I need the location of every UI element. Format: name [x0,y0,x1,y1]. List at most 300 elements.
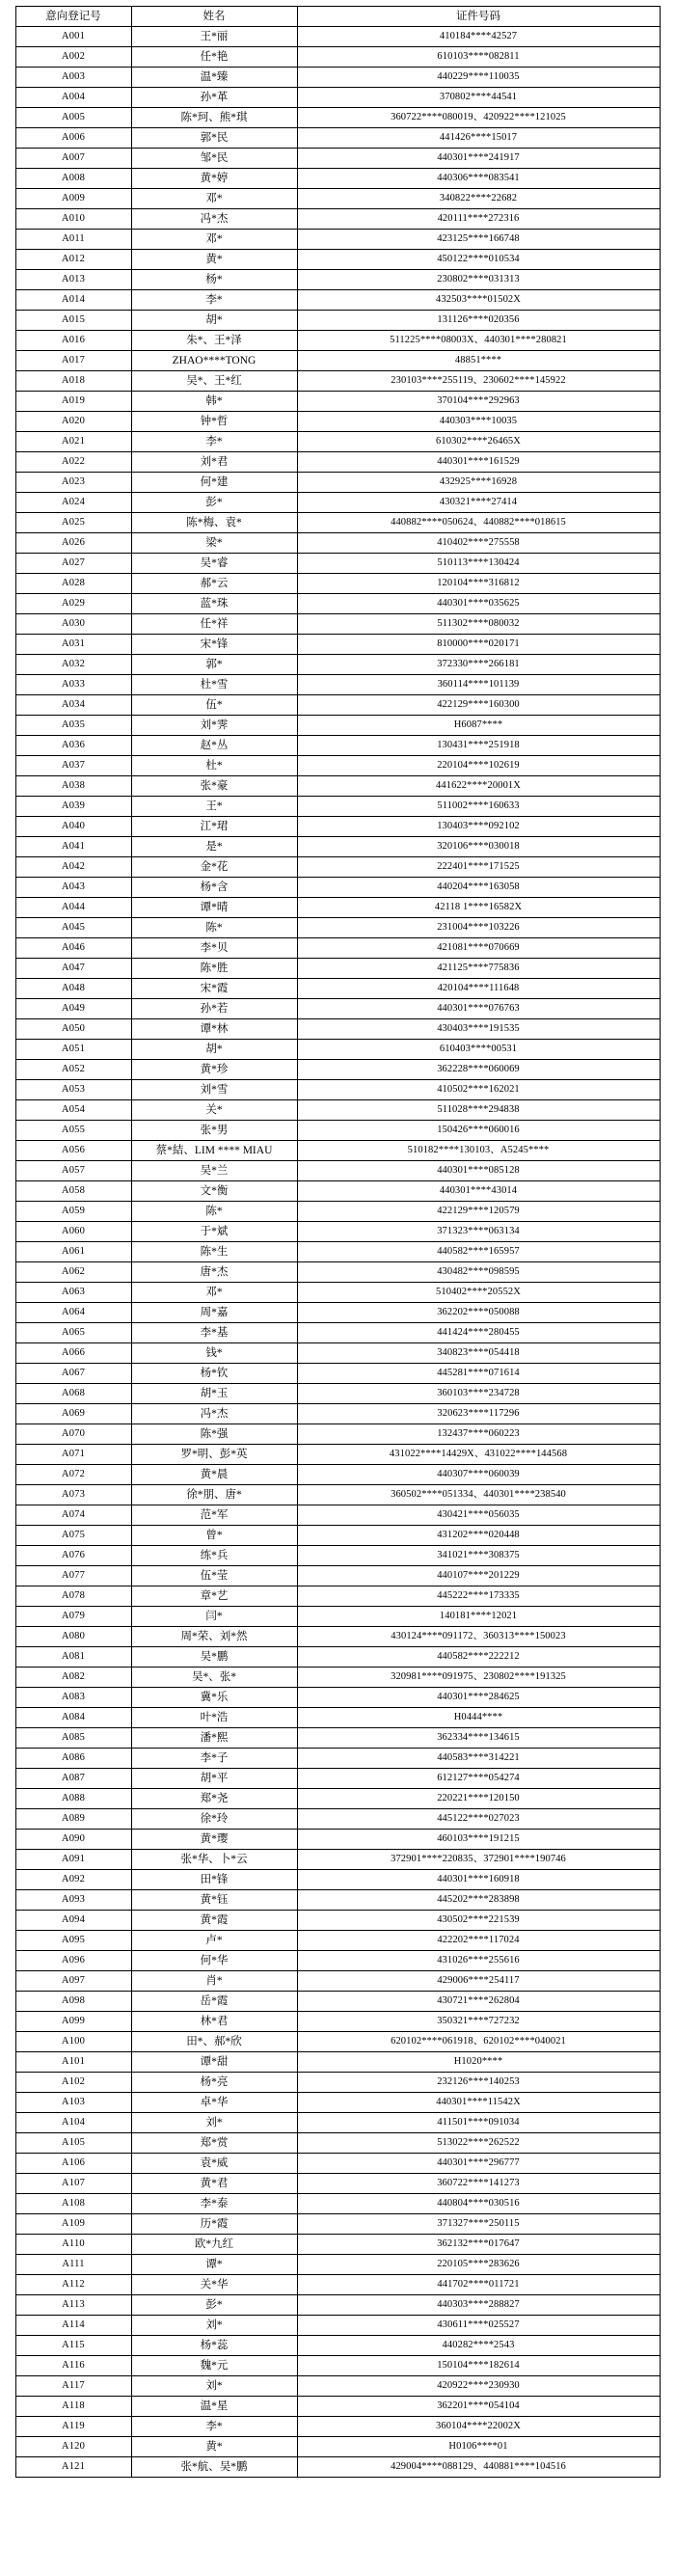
cell-id-number: 230103****255119、230602****145922 [297,371,660,392]
cell-id-number: 429004****088129、440881****104516 [297,2457,660,2478]
cell-id-number: 370802****44541 [297,88,660,108]
table-row [15,2336,660,2356]
cell-id-number: 430721****262804 [297,1992,660,2012]
cell-registration-no: A035 [15,716,131,736]
cell-name: 吴*、王*红 [131,371,297,392]
cell-name: 陈*生 [131,1242,297,1262]
cell-registration-no: A001 [15,27,131,47]
table-row [15,2437,660,2457]
cell-id-number: 432503****01502X [297,290,660,311]
cell-name: 刘* [131,2113,297,2133]
cell-registration-no: A117 [15,2376,131,2397]
cell-registration-no: A052 [15,1060,131,1080]
cell-name: 黄*霞 [131,1911,297,1931]
cell-registration-no: A068 [15,1384,131,1404]
cell-id-number: 440301****11542X [297,2093,660,2113]
cell-name: 胡*平 [131,1769,297,1789]
cell-name: 黄*珍 [131,1060,297,1080]
table-row [15,1364,660,1384]
cell-id-number: H0106****01 [297,2437,660,2457]
cell-name: 张*豪 [131,776,297,797]
cell-id-number: 441426****15017 [297,128,660,149]
cell-registration-no: A066 [15,1343,131,1364]
cell-id-number: 130403****092102 [297,817,660,837]
cell-registration-no: A112 [15,2275,131,2295]
cell-registration-no: A093 [15,1890,131,1911]
table-row [15,1019,660,1040]
cell-id-number: 222401****171525 [297,857,660,878]
cell-registration-no: A076 [15,1546,131,1566]
cell-name: 周*荣、刘*然 [131,1627,297,1647]
cell-name: 田*锋 [131,1870,297,1890]
table-row [15,1586,660,1607]
cell-id-number: 422202****117024 [297,1931,660,1951]
cell-registration-no: A111 [15,2255,131,2275]
cell-id-number: 422129****120579 [297,1202,660,1222]
table-row [15,209,660,230]
cell-name: 宋*霞 [131,979,297,999]
cell-id-number: 441424****280455 [297,1323,660,1343]
cell-registration-no: A039 [15,797,131,817]
table-row [15,1424,660,1445]
cell-registration-no: A010 [15,209,131,230]
cell-registration-no: A053 [15,1080,131,1100]
table-row [15,473,660,493]
cell-name: 伍* [131,695,297,716]
table-row [15,716,660,736]
cell-registration-no: A101 [15,2052,131,2073]
cell-id-number: 411501****091034 [297,2113,660,2133]
cell-name: 蔡*結、LIM **** MIAU [131,1141,297,1161]
table-row [15,1647,660,1668]
cell-id-number: 150426****060016 [297,1121,660,1141]
cell-registration-no: A067 [15,1364,131,1384]
cell-id-number: 362334****134615 [297,1728,660,1749]
cell-name: 练*兵 [131,1546,297,1566]
cell-name: 文*衡 [131,1181,297,1202]
cell-registration-no: A087 [15,1769,131,1789]
cell-name: 谭* [131,2255,297,2275]
cell-name: 徐*玲 [131,1809,297,1830]
registration-table [15,6,661,2478]
table-row [15,1343,660,1364]
cell-registration-no: A022 [15,452,131,473]
cell-id-number: 610403****00531 [297,1040,660,1060]
cell-id-number: 440301****296777 [297,2154,660,2174]
cell-registration-no: A058 [15,1181,131,1202]
cell-name: 陈*强 [131,1424,297,1445]
cell-registration-no: A116 [15,2356,131,2376]
cell-id-number: 810000****020171 [297,635,660,655]
cell-name: 闫* [131,1607,297,1627]
cell-name: 黄*婷 [131,169,297,189]
cell-registration-no: A085 [15,1728,131,1749]
cell-registration-no: A082 [15,1668,131,1688]
table-row [15,1951,660,1971]
table-row [15,2154,660,2174]
table-row [15,1222,660,1242]
cell-id-number: 440204****163058 [297,878,660,898]
table-row [15,1688,660,1708]
cell-registration-no: A114 [15,2316,131,2336]
table-row [15,1992,660,2012]
cell-name: 郑*赏 [131,2133,297,2154]
cell-registration-no: A077 [15,1566,131,1586]
cell-registration-no: A119 [15,2417,131,2437]
cell-name: 欧*九红 [131,2235,297,2255]
cell-registration-no: A018 [15,371,131,392]
cell-id-number: 362202****050088 [297,1303,660,1323]
cell-id-number: 440303****10035 [297,412,660,432]
cell-registration-no: A044 [15,898,131,918]
table-row [15,47,660,68]
table-row [15,189,660,209]
cell-id-number: 370104****292963 [297,392,660,412]
cell-registration-no: A051 [15,1040,131,1060]
table-row [15,1445,660,1465]
cell-id-number: 360502****051334、440301****238540 [297,1485,660,1505]
cell-name: 李*基 [131,1323,297,1343]
table-row [15,290,660,311]
cell-id-number: 360103****234728 [297,1384,660,1404]
cell-id-number: 450122****010534 [297,250,660,270]
cell-registration-no: A070 [15,1424,131,1445]
cell-registration-no: A042 [15,857,131,878]
cell-registration-no: A078 [15,1586,131,1607]
cell-name: 吴*鹏 [131,1647,297,1668]
cell-name: 肖* [131,1971,297,1992]
cell-id-number: 440306****083541 [297,169,660,189]
table-row [15,351,660,371]
cell-id-number: 410402****275558 [297,533,660,554]
cell-id-number: 430611****025527 [297,2316,660,2336]
cell-registration-no: A025 [15,513,131,533]
cell-registration-no: A047 [15,959,131,979]
table-row [15,1850,660,1870]
cell-name: 田*、郝*欣 [131,2032,297,2052]
cell-registration-no: A097 [15,1971,131,1992]
table-row [15,655,660,675]
cell-registration-no: A110 [15,2235,131,2255]
cell-registration-no: A105 [15,2133,131,2154]
cell-id-number: 440804****030516 [297,2194,660,2214]
cell-id-number: 511028****294838 [297,1100,660,1121]
table-row [15,2073,660,2093]
cell-registration-no: A069 [15,1404,131,1424]
cell-name: 是* [131,837,297,857]
table-row [15,412,660,432]
cell-registration-no: A002 [15,47,131,68]
table-row [15,1971,660,1992]
cell-id-number: 441622****20001X [297,776,660,797]
cell-name: 邓* [131,189,297,209]
cell-name: 任*艳 [131,47,297,68]
cell-registration-no: A073 [15,1485,131,1505]
cell-name: 钟*哲 [131,412,297,432]
table-row [15,533,660,554]
cell-name: 郭* [131,655,297,675]
table-row [15,1931,660,1951]
table-row [15,1262,660,1283]
cell-registration-no: A106 [15,2154,131,2174]
cell-name: 李*子 [131,1749,297,1769]
cell-id-number: 220221****120150 [297,1789,660,1809]
cell-registration-no: A118 [15,2397,131,2417]
cell-registration-no: A091 [15,1850,131,1870]
cell-id-number: 421125****775836 [297,959,660,979]
table-row [15,938,660,959]
table-row [15,837,660,857]
table-row [15,1141,660,1161]
cell-registration-no: A121 [15,2457,131,2478]
table-row [15,1789,660,1809]
column-header-id-number: 证件号码 [297,7,660,27]
cell-id-number: 360104****22002X [297,2417,660,2437]
cell-registration-no: A046 [15,938,131,959]
cell-registration-no: A062 [15,1262,131,1283]
table-row [15,2032,660,2052]
cell-id-number: 410184****42527 [297,27,660,47]
table-row [15,108,660,128]
table-row [15,1708,660,1728]
cell-registration-no: A104 [15,2113,131,2133]
table-row [15,88,660,108]
cell-id-number: 429006****254117 [297,1971,660,1992]
table-row [15,311,660,331]
cell-registration-no: A080 [15,1627,131,1647]
cell-registration-no: A120 [15,2437,131,2457]
table-row [15,1283,660,1303]
cell-registration-no: A089 [15,1809,131,1830]
cell-name: 李*泰 [131,2194,297,2214]
cell-name: 关*华 [131,2275,297,2295]
cell-id-number: 320106****030018 [297,837,660,857]
cell-name: 张*航、吴*鹏 [131,2457,297,2478]
cell-name: 王*丽 [131,27,297,47]
cell-id-number: 430403****191535 [297,1019,660,1040]
cell-id-number: 120104****316812 [297,574,660,594]
cell-registration-no: A086 [15,1749,131,1769]
cell-name: 杨* [131,270,297,290]
cell-registration-no: A092 [15,1870,131,1890]
cell-registration-no: A065 [15,1323,131,1343]
cell-registration-no: A015 [15,311,131,331]
cell-registration-no: A100 [15,2032,131,2052]
cell-id-number: 440229****110035 [297,68,660,88]
table-row [15,878,660,898]
table-row [15,1080,660,1100]
cell-name: 黄*晨 [131,1465,297,1485]
table-row [15,1100,660,1121]
cell-name: 杨*钦 [131,1364,297,1384]
table-row [15,857,660,878]
cell-id-number: 372330****266181 [297,655,660,675]
cell-name: 钱* [131,1343,297,1364]
cell-id-number: 340823****054418 [297,1343,660,1364]
table-row [15,2457,660,2478]
cell-registration-no: A036 [15,736,131,756]
cell-name: 任*祥 [131,614,297,635]
cell-id-number: 362201****054104 [297,2397,660,2417]
table-row [15,1060,660,1080]
cell-id-number: 440301****161529 [297,452,660,473]
cell-name: 何*华 [131,1951,297,1971]
cell-name: 郑*尧 [131,1789,297,1809]
cell-id-number: 445222****173335 [297,1586,660,1607]
table-row [15,898,660,918]
table-row [15,2214,660,2235]
cell-registration-no: A041 [15,837,131,857]
cell-registration-no: A019 [15,392,131,412]
cell-id-number: 445202****283898 [297,1890,660,1911]
cell-id-number: 340822****22682 [297,189,660,209]
cell-name: 孙*若 [131,999,297,1019]
cell-name: 邹*民 [131,149,297,169]
cell-id-number: 445281****071614 [297,1364,660,1384]
cell-name: 邓* [131,230,297,250]
cell-name: 梁* [131,533,297,554]
cell-name: 郝*云 [131,574,297,594]
cell-id-number: 371323****063134 [297,1222,660,1242]
table-row [15,1384,660,1404]
cell-id-number: 350321****727232 [297,2012,660,2032]
table-row [15,2275,660,2295]
cell-registration-no: A098 [15,1992,131,2012]
cell-id-number: 440282****2543 [297,2336,660,2356]
cell-registration-no: A072 [15,1465,131,1485]
cell-name: 金*花 [131,857,297,878]
cell-name: 赵*丛 [131,736,297,756]
cell-id-number: 431026****255616 [297,1951,660,1971]
table-row [15,68,660,88]
cell-name: 冀*乐 [131,1688,297,1708]
table-row [15,1749,660,1769]
table-row [15,2113,660,2133]
cell-name: 冯*杰 [131,1404,297,1424]
cell-name: 胡* [131,311,297,331]
cell-name: 杜*雪 [131,675,297,695]
table-row [15,250,660,270]
cell-id-number: 440307****060039 [297,1465,660,1485]
table-row [15,635,660,655]
cell-registration-no: A023 [15,473,131,493]
table-row [15,2356,660,2376]
cell-name: 陈*胜 [131,959,297,979]
cell-id-number: 460103****191215 [297,1830,660,1850]
cell-name: 李* [131,432,297,452]
cell-registration-no: A038 [15,776,131,797]
cell-id-number: 372901****220835、372901****190746 [297,1850,660,1870]
cell-name: 彭* [131,493,297,513]
cell-name: 刘*霁 [131,716,297,736]
cell-registration-no: A033 [15,675,131,695]
cell-registration-no: A031 [15,635,131,655]
table-row [15,959,660,979]
table-row [15,776,660,797]
cell-id-number: 230802****031313 [297,270,660,290]
cell-id-number: 362132****017647 [297,2235,660,2255]
cell-name: 李* [131,2417,297,2437]
table-row [15,1485,660,1505]
cell-registration-no: A094 [15,1911,131,1931]
table-row [15,1040,660,1060]
cell-name: 黄* [131,250,297,270]
table-row [15,2194,660,2214]
cell-id-number: 511302****080032 [297,614,660,635]
cell-name: 温*星 [131,2397,297,2417]
table-row [15,1566,660,1586]
cell-registration-no: A040 [15,817,131,837]
table-body [15,27,660,2478]
table-row [15,1242,660,1262]
cell-registration-no: A037 [15,756,131,776]
cell-registration-no: A014 [15,290,131,311]
cell-name: 曾* [131,1526,297,1546]
cell-registration-no: A054 [15,1100,131,1121]
cell-registration-no: A005 [15,108,131,128]
cell-name: 岳*霞 [131,1992,297,2012]
table-row [15,452,660,473]
table-row [15,2012,660,2032]
cell-name: 杨*蕊 [131,2336,297,2356]
cell-name: 黄*钰 [131,1890,297,1911]
cell-name: 胡*玉 [131,1384,297,1404]
cell-registration-no: A061 [15,1242,131,1262]
table-row [15,2295,660,2316]
cell-registration-no: A102 [15,2073,131,2093]
cell-id-number: 422129****160300 [297,695,660,716]
cell-id-number: 421081****070669 [297,938,660,959]
table-row [15,513,660,533]
table-row [15,270,660,290]
cell-registration-no: A083 [15,1688,131,1708]
cell-registration-no: A107 [15,2174,131,2194]
cell-name: 张*华、卜*云 [131,1850,297,1870]
table-row [15,614,660,635]
cell-id-number: 431202****020448 [297,1526,660,1546]
table-row [15,2316,660,2336]
table-row [15,2174,660,2194]
table-row [15,1526,660,1546]
table-row [15,1890,660,1911]
cell-registration-no: A088 [15,1789,131,1809]
cell-id-number: 320981****091975、230802****191325 [297,1668,660,1688]
table-row [15,797,660,817]
cell-name: 章*艺 [131,1586,297,1607]
cell-name: 于*斌 [131,1222,297,1242]
table-row [15,2133,660,2154]
cell-id-number: H0444**** [297,1708,660,1728]
cell-name: 邓* [131,1283,297,1303]
cell-registration-no: A024 [15,493,131,513]
table-row [15,149,660,169]
registration-list-page [0,6,675,2576]
cell-id-number: 440301****160918 [297,1870,660,1890]
cell-id-number: 510113****130424 [297,554,660,574]
cell-id-number: 430482****098595 [297,1262,660,1283]
cell-id-number: 430502****221539 [297,1911,660,1931]
cell-id-number: 510402****20552X [297,1283,660,1303]
cell-name: 吴*兰 [131,1161,297,1181]
cell-name: 陈*梅、袁* [131,513,297,533]
table-row [15,594,660,614]
table-row [15,493,660,513]
cell-registration-no: A096 [15,1951,131,1971]
cell-id-number: H6087**** [297,716,660,736]
cell-id-number: 430321****27414 [297,493,660,513]
table-row [15,1303,660,1323]
cell-name: 刘* [131,2376,297,2397]
